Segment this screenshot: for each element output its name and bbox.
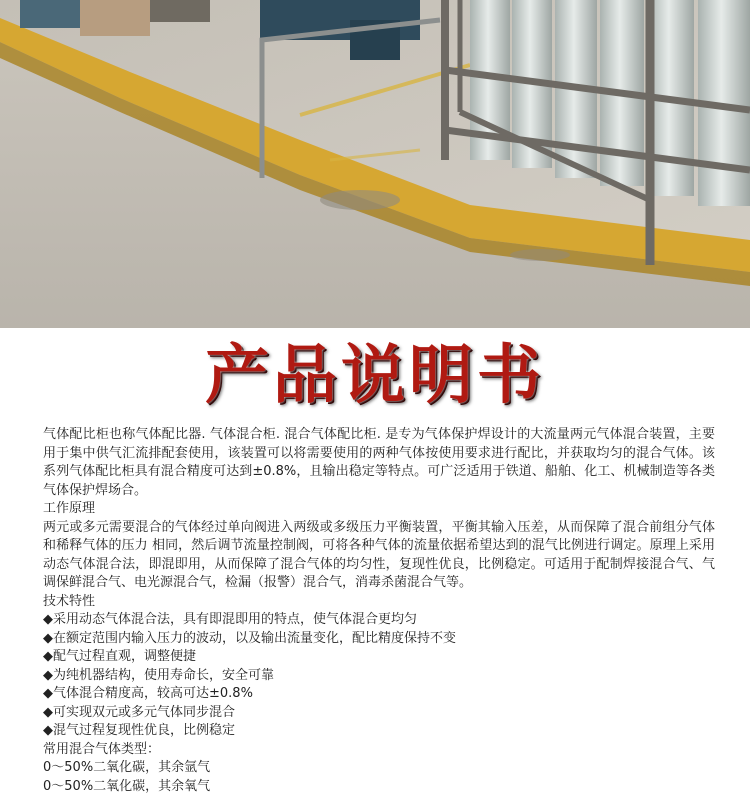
feature-item — [43, 667, 715, 686]
feature-text: 气体混合精度高，较高可达±0.8% — [53, 686, 253, 701]
feature-item — [43, 630, 715, 649]
gas-item: 0～50%二氧化碳，其余氧气 — [43, 778, 211, 794]
feature-text: 混气过程复现性优良，比例稳定 — [53, 723, 236, 738]
features-heading: 技术特性 — [43, 593, 96, 609]
feature-item — [43, 648, 715, 667]
feature-item — [43, 704, 715, 723]
feature-item — [43, 685, 715, 704]
feature-item — [43, 611, 715, 630]
feature-text: 在额定范围内输入压力的波动，以及输出流量变化，配比精度保持不变 — [53, 630, 457, 646]
intro-paragraph: 气体配比柜也称气体配比器. 气体混合柜. 混合气体配比柜. 是专为气体保护焊设计的大流量两元气体混合装置，主要用于集中供气汇流排配套使用，该装置可以将需要使用的两种气体按使用要求进行配比，并获取均匀的混合气体。该系列气体配比柜具有混合精度可达到±0.8%，且输出稳定等特点。可广泛适用于铁道、船舶、化工、机械制造等各类气体保护焊场合。 — [43, 427, 715, 498]
gas-item: 0～50%二氧化碳，其余氩气 — [43, 760, 211, 775]
feature-text: 可实现双元或多元气体同步混合 — [53, 704, 236, 720]
feature-item — [43, 722, 715, 741]
page-title: 产品说明书 — [205, 338, 545, 413]
gases-heading: 常用混合气体类型： — [43, 741, 161, 757]
description-body — [43, 426, 715, 796]
product-photo — [0, 0, 750, 328]
principle-paragraph: 两元或多元需要混合的气体经过单向阀进入两级或多级压力平衡装置，平衡其输入压差，从而保障了混合前组分气体和稀释气体的压力 相同，然后调节流量控制阀，可将各种气体的流量依据希望达到的混气比例进行调定。原理上采用动态气体混合法，即混即用，从而保障了混合气体的均匀性，复现性优良，比例稳定。可适用于配制焊接混合气、气调保鲜混合气、电光源混合气，检漏（报警）混合气，消毒杀菌混合气等。 — [43, 519, 715, 590]
principle-heading: 工作原理 — [43, 501, 96, 516]
feature-text: 配气过程直观，调整便捷 — [53, 649, 197, 664]
feature-text: 采用动态气体混合法，具有即混即用的特点，使气体混合更均匀 — [53, 612, 418, 627]
feature-text: 为纯机器结构，使用寿命长，安全可靠 — [53, 667, 275, 683]
